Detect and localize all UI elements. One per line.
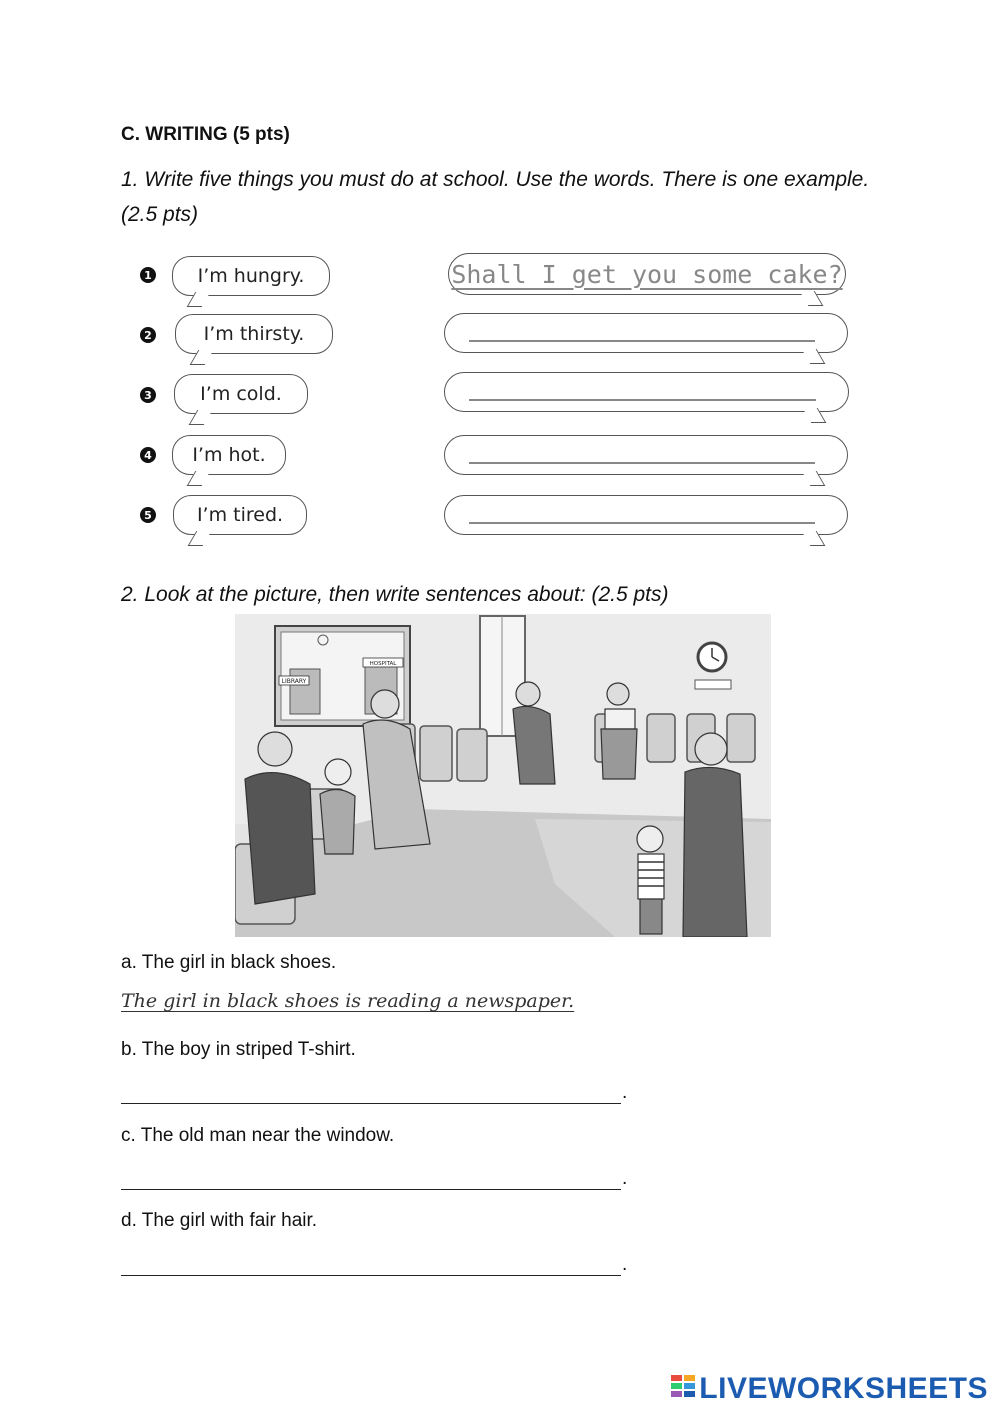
prompt-bubble: [172, 256, 330, 296]
answer-line[interactable]: [469, 462, 815, 464]
line-end-c: .: [622, 1168, 628, 1189]
question-c: c. The old man near the window.: [121, 1125, 395, 1146]
brand-text: LIVEWORKSHEETS: [699, 1372, 988, 1405]
item-number: 4: [140, 447, 156, 463]
prompt-bubble: [174, 374, 308, 414]
question-d: d. The girl with fair hair.: [121, 1210, 318, 1231]
clock-icon: [698, 643, 726, 671]
answer-line-c[interactable]: [121, 1189, 621, 1190]
answer-line-d[interactable]: [121, 1275, 621, 1276]
prompt-bubble: [173, 495, 307, 535]
question-a: a. The girl in black shoes.: [121, 952, 337, 973]
answer-line[interactable]: [469, 522, 815, 524]
liveworksheets-logo[interactable]: [671, 1372, 988, 1406]
answer-line[interactable]: [469, 399, 816, 401]
section-title: C. WRITING (5 pts): [121, 124, 290, 145]
prompt-bubble: [175, 314, 333, 354]
prompt-bubble: [172, 435, 286, 475]
answer-bubble[interactable]: [444, 435, 848, 475]
prompt-text: I’m thirsty.: [203, 323, 305, 345]
example-answer-bubble: [448, 253, 846, 295]
item-number: 2: [140, 327, 156, 343]
item-number: 3: [140, 387, 156, 403]
answer-line-b[interactable]: [121, 1103, 621, 1104]
prompt-text: I’m cold.: [200, 383, 282, 405]
task2-instruction: 2. Look at the picture, then write sentences about: (2.5 pts): [121, 583, 669, 606]
answer-line[interactable]: [469, 340, 815, 342]
prompt-text: I’m hungry.: [197, 265, 305, 287]
line-end-b: .: [622, 1082, 628, 1103]
prompt-text: I’m hot.: [192, 444, 266, 466]
task1-instruction: 1. Write five things you must do at school. Use the words. There is one example. (2.5 pts): [121, 168, 870, 226]
hospital-sign: HOSPITAL: [369, 661, 397, 667]
liveworksheets-logo-icon: [671, 1375, 695, 1403]
answer-bubble[interactable]: [444, 372, 849, 412]
library-sign: LIBRARY: [281, 678, 307, 685]
example-answer-text: Shall I get you some cake?: [451, 259, 843, 289]
example-answer-a: The girl in black shoes is reading a newspaper.: [121, 990, 575, 1012]
waiting-room-illustration: [235, 614, 771, 937]
question-b: b. The boy in striped T-shirt.: [121, 1039, 356, 1060]
prompt-text: I’m tired.: [196, 504, 284, 526]
item-number: 5: [140, 507, 156, 523]
line-end-d: .: [622, 1254, 628, 1275]
answer-bubble[interactable]: [444, 313, 848, 353]
item-number: 1: [140, 267, 156, 283]
answer-bubble[interactable]: [444, 495, 848, 535]
